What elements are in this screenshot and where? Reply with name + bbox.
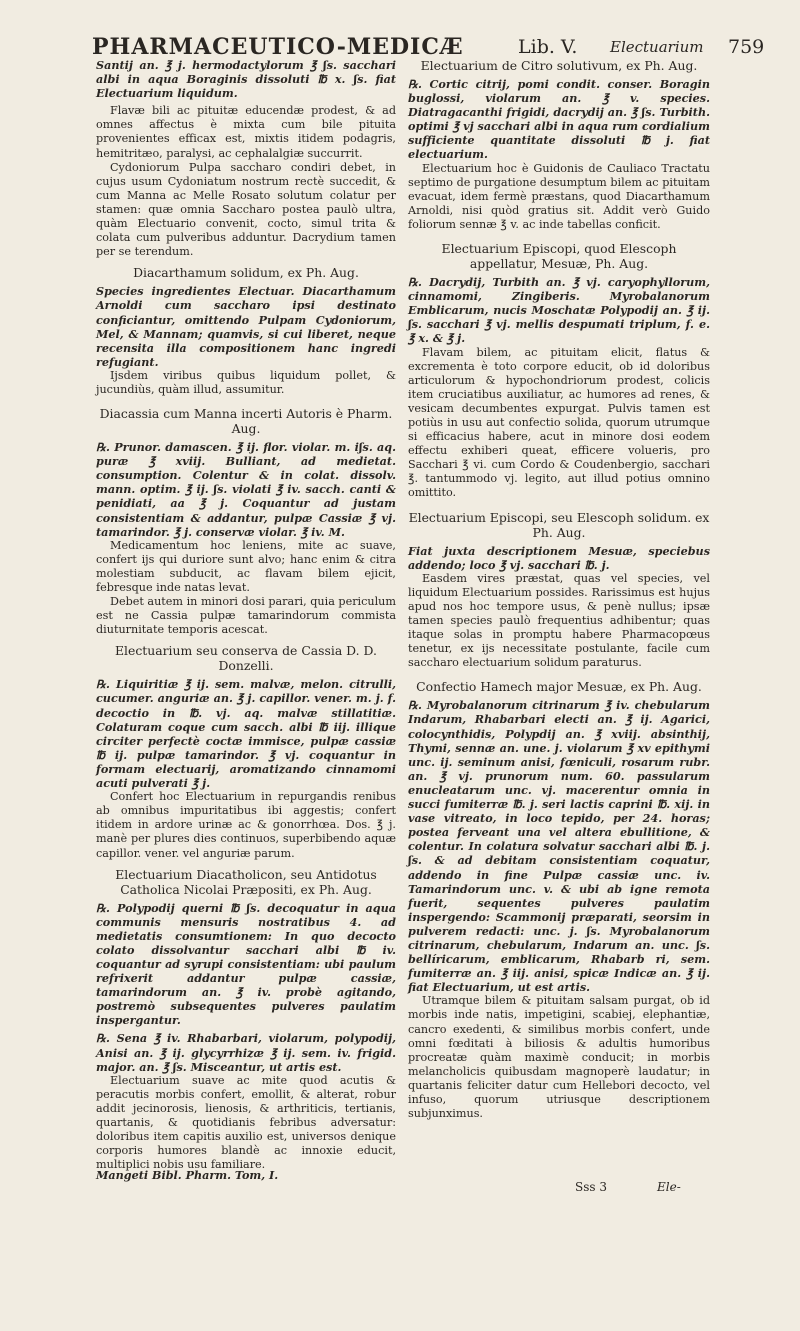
running-title: PHARMACEUTICO-MEDICÆ bbox=[92, 34, 464, 60]
section-reference: Electuarium bbox=[610, 38, 704, 56]
recipe: Fiat juxta descriptionem Mesuæ, speciebus addendo; loco ℥ vj. sacchari ℔. j. bbox=[408, 543, 710, 572]
paragraph: Ijsdem viribus quibus liquidum pollet, & jucundiùs, quàm illud, assumitur. bbox=[96, 368, 396, 396]
recipe: ℞. Sena ℥ iv. Rhabarbari, violarum, polypodij, Anisi an. ℥ ij. glycyrrhizæ ℥ ij. sem. iv. frigid. major. an. ℥ ʃs. Misceantur, ut artis est. bbox=[96, 1031, 396, 1074]
recipe: ℞. Myrobalanorum citrinarum ℥ iv. chebularum Indarum, Rhabarbari electi an. ℥ ij. Agarici, colocynthidis, Polypdij an. ℥ xviij. absinthij, Thymi, sennæ an. une. j. violarum ℥ xv epithymi unc. ij. seminum anisi, fœniculi, rosarum rubr. an. ℥ vj. prunorum num. 60. passularum enucleatarum unc. vj. macerentur omnia in succi fumiterræ ℔. j. seri lactis caprini ℔. xij. in vase vitreato, in loco tepido, per 24. horas; postea ferveant una vel altera ebullitione, & colentur. In colatura solvatur sacchari albi ℔. j. ʃs. & ad debitam consistentiam coquatur, addendo in fine Pulpæ cassiæ unc. iv. Tamarindorum unc. v. & ubi ab igne remota fuerit, sequentes pulveres paulatim inspergendo: Scammonij præparati, seorsim in pulverem redacti: unc. j. ʃs. Myrobalanorum citrinarum, chebularum, Indarum an. unc. ʃs. bellíricarum, emblicarum, Rhabarb ri, sem. fumiterræ an. ℥ iij. anisi, spicæ Indicæ an. ℥ ij. fiat Electuarium, ut est artis. bbox=[408, 698, 710, 995]
page-number: 759 bbox=[728, 36, 765, 58]
paragraph: Santij an. ℥ j. hermodactylorum ℥ ʃs. sacchari albi in aqua Boraginis dissoluti ℔ x. ʃs. fiat Electuarium liquidum. bbox=[96, 58, 396, 101]
recipe: ℞. Liquiritiæ ℥ ij. sem. malvæ, melon. citrulli, cucumer. anguriæ an. ℥ j. capillor. vener. m. j. f. decoctio in ℔. vj. aq. malvæ stillatitiæ. Colaturam coque cum sacch. albi ℔ iij. illique circiter perfectè coctæ immisce, pulpæ cassiæ ℔ ij. pulpæ tamarindor. ℥ vj. coquantur in formam electuarij, aromatizando cinnamomi acuti pulverati ℥ j. bbox=[96, 677, 396, 791]
catchword: Ele- bbox=[657, 1180, 681, 1194]
section-heading: Electuarium seu conserva de Cassia D. D. Donzelli. bbox=[115, 643, 377, 674]
paragraph: Flavam bilem, ac pituitam elicit, flatus & excrementa è toto corpore educit, ob id doloribus articulorum & hypochondriorum prodest, colicis item cruciatibus auxiliatur, ac humores ad renes, & vesicam decumbentes expurgat. Pulvis tamen est potiùs in usu aut confectio solida, quorum utrumque si efficacius habere, acut in minore dosi eodem effectu exhiberi queat, efficere volueris, pro Sacchari ℥ vi. cum Cordo & Coudenbergio, sacchari ℥. tantummodo vj. legito, aut illud potius omnino omittito. bbox=[408, 345, 710, 500]
recipe: ℞. Prunor. damascen. ℥ ij. flor. violar. m. iʃs. aq. puræ ℥ xviij. Bulliant, ad medietat. consumption. Colentur & in colat. dissolv. mann. optim. ℥ ij. ʃs. violati ℥ iv. sacch. canti & penidiati, aa ℥ j. Coquantur ad justam consistentiam & addantur, pulpæ Cassiæ ℥ vj. tamarindor. ℥ j. conservæ violar. ℥ iv. M. bbox=[96, 440, 396, 539]
paragraph: Easdem vires præstat, quas vel species, vel liquidum Electuarium possides. Rarissimus est hujus apud nos hoc tempore usus, & penè nullus; ipsæ tamen species paulò frequentius adhibentur; quas itaque solas in promptu habere Pharmacopœus tenetur, ex ijs necessitate postulante, facile cum saccharo electuarium solidum paraturus. bbox=[408, 571, 710, 670]
recipe: ℞. Dacrydij, Turbith an. ℥ vj. caryophyllorum, cinnamomi, Zingiberis. Myrobalanorum Emblicarum, nucis Moschatæ Polypodij an. ℥ ij. ʃs. sacchari ℥ vj. mellis despumati triplum, f. e. ℥ x. & ℥ j. bbox=[408, 275, 710, 346]
paragraph: Cydoniorum Pulpa saccharo condiri debet, in cujus usum Cydoniatum nostrum rectè succedit, & cum Manna ac Melle Rosato solutum colatur per stamen: quæ omnia Saccharo postea paulò ultra, quàm Electuario convenit, cocto, simul trita & colata cum pulveribus adduntur. Dacrydium tamen per se terendum. bbox=[96, 160, 396, 259]
paragraph: Flavæ bili ac pituitæ educendæ prodest, & ad omnes affectus è mixta cum bile pituita provenientes efficax est, mixtis itidem podagris, hemitritæo, paralysi, ac cephalalgiæ succurrit. bbox=[96, 104, 396, 160]
recipe: ℞. Polypodij querni ℔ ʃs. decoquatur in aqua communis mensuris nostratibus 4. ad medietatis consumtionem: In quo decocto colato dissolvantur sacchari albi ℔ iv. coquantur ad syrupi consistentiam: ubi paulum refrixerit addantur pulpæ cassiæ, tamarindorum an. ℥ iv. probè agitando, postremò subsequentes pulveres paulatim inspergantur. bbox=[96, 900, 396, 1028]
paragraph: Electuarium suave ac mite quod acutis & peracutis morbis confert, emollit, & alterat, robur addit jecinorosis, lienosis, & arthriticis, tertianis, quartanis, & quotidianis febribus adversatur: doloribus item capitis auxilio est, universos denique corporis humores blandè ac innoxie educit, multiplici nobis usu familiare. bbox=[96, 1073, 396, 1172]
paragraph: Medicamentum hoc leniens, mite ac suave, confert ijs qui duriore sunt alvo; hanc enim & citra molestiam subducit, ac flavam bilem ejicit, febresque inde natas levat. bbox=[96, 538, 396, 594]
section-heading: Diacarthamum solidum, ex Ph. Aug. bbox=[133, 265, 359, 281]
paragraph: Utramque bilem & pituitam salsam purgat, ob id morbis inde natis, impetigini, scabiej, elephantiæ, cancro exedenti, & similibus morbis confert, unde omni fœditati à biliosis & adultis humoribus procreatæ quàm maximè conducit; in morbis melancholicis quibusdam magnoperè laudatur; in quartanis feliciter datur cum Hellebori decocto, vel infuso, quorum utriusque descriptionem subjunximus. bbox=[408, 994, 710, 1121]
book-reference: Lib. V. bbox=[518, 36, 578, 58]
signature-mark: Sss 3 bbox=[575, 1180, 607, 1194]
paragraph: Debet autem in minori dosi parari, quia periculum est ne Cassia pulpæ tamarindorum commista diuturnitate temporis acescat. bbox=[96, 595, 396, 637]
recipe: Species ingredientes Electuar. Diacarthamum Arnoldi cum saccharo ipsi destinato conficiantur, omittendo Pulpam Cydoniorum, Mel, & Mannam; quamvis, si cui liberet, neque recensita illa compositionem hanc ingredi refugiant. bbox=[96, 284, 396, 369]
paragraph: Electuarium hoc è Guidonis de Cauliaco Tractatu septimo de purgatione desumptum bilem ac pituitam evacuat, idem fermè præstans, quod Diacarthamum Arnoldi, nisi quòd gratius sit. Addit verò Guido foliorum sennæ ℥ v. ac inde tabellas conficit. bbox=[408, 161, 710, 231]
left-column bbox=[96, 58, 396, 1172]
section-heading: Electuarium Episcopi, quod Elescoph appellatur, Mesuæ, Ph. Aug. bbox=[441, 241, 677, 272]
recipe: ℞. Cortic citrij, pomi condit. conser. Boragin buglossi, violarum an. ℥ v. species. Diatragacanthi frigidi, dacrydij an. ℥ ʃs. Turbith. optimi ℥ vj sacchari albi in aqua rum cordialium sufficiente quantitate dissoluti ℔ j. fiat electuarium. bbox=[408, 77, 710, 162]
section-heading: Diacassia cum Manna incerti Autoris è Pharm. Aug. bbox=[99, 406, 393, 437]
section-heading: Electuarium de Citro solutivum, ex Ph. Aug. bbox=[420, 58, 698, 73]
section-heading: Electuarium Diacatholicon, seu Antidotus Catholica Nicolai Præpositi, ex Ph. Aug. bbox=[115, 866, 377, 897]
footer-mark: Mangeti Bibl. Pharm. Tom, I. bbox=[96, 1168, 279, 1182]
section-heading: Electuarium Episcopi, seu Elescoph solidum. ex Ph. Aug. bbox=[408, 509, 710, 540]
section-heading: Confectio Hamech major Mesuæ, ex Ph. Aug. bbox=[416, 679, 702, 695]
paragraph: Confert hoc Electuarium in repurgandis renibus ab omnibus impuritatibus ibi aggestis; confert itidem in ardore urinæ ac & gonorrhœa. Dos. ℥ j. manè per plures dies continuos, superbibendo aquæ capillor. vener. vel anguriæ parum. bbox=[96, 790, 396, 860]
right-column bbox=[408, 58, 710, 1121]
